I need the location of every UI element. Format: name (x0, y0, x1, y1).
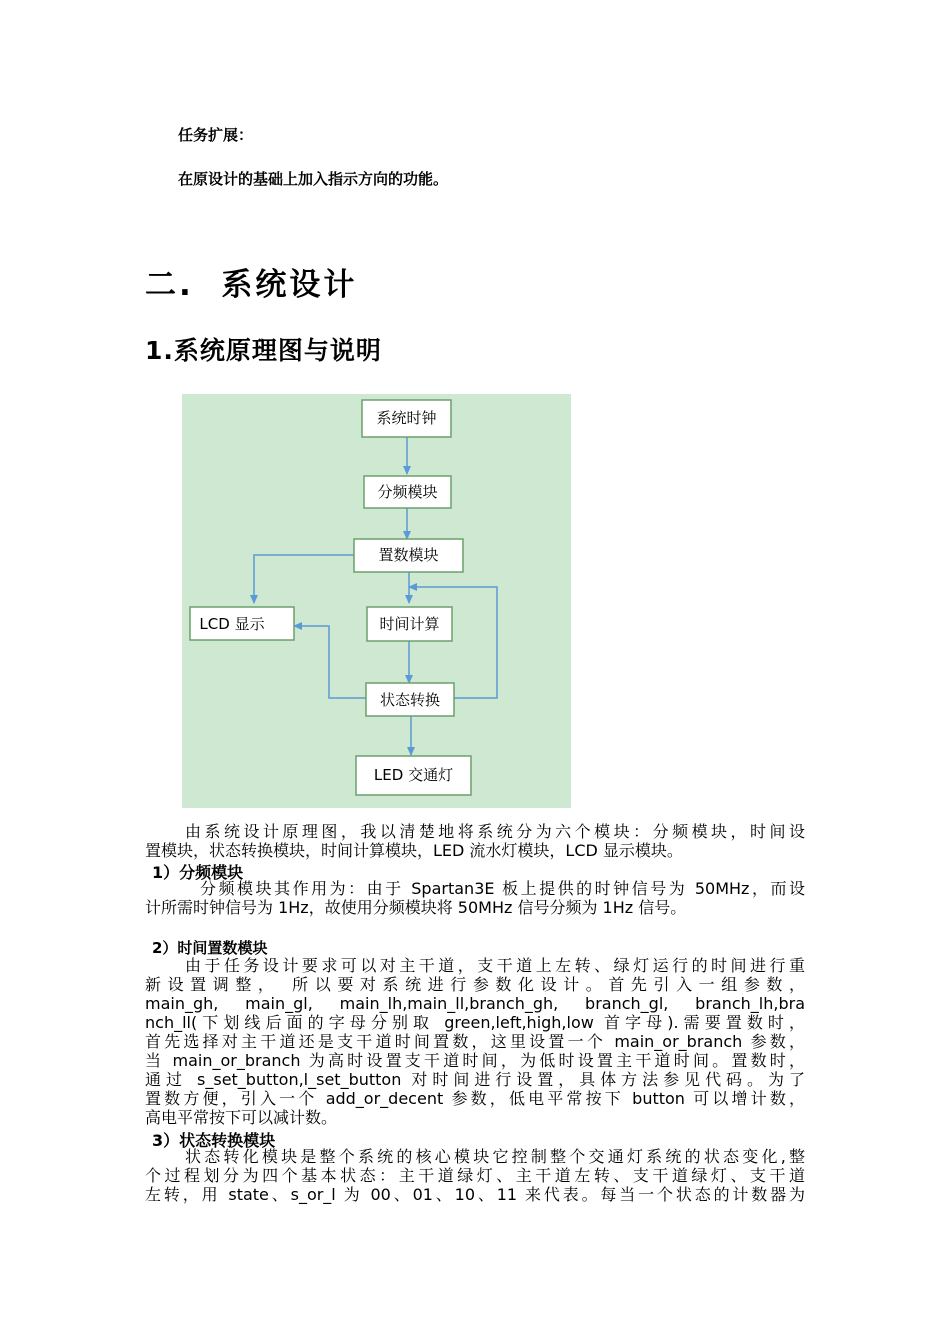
system-diagram (182, 394, 571, 808)
intro-line-1: 由系统设计原理图，我以清楚地将系统分为六个模块：分频模块，时间设 (185, 822, 805, 841)
section-title: 二. 系统设计 (145, 267, 358, 303)
sec2-line-8: 置数方便，引入一个 add_or_decent 参数，低电平常按下 button 可以增计数， (145, 1089, 805, 1108)
box-lcd-label: LCD 显示 (199, 615, 265, 633)
box-timecalc-label: 时间计算 (379, 615, 440, 633)
sec2-line-2: 新设置调整， 所以要对系统进行参数化设计。首先引入一组参数， (145, 975, 805, 994)
section-subtitle: 1.系统原理图与说明 (145, 336, 382, 365)
sec2-line-4: nch_ll(下划线后面的字母分别取 green,left,high,low 首字母).需要置数时， (145, 1013, 805, 1032)
intro-line-2: 置模块，状态转换模块，时间计算模块，LED 流水灯模块，LCD 显示模块。 (145, 841, 683, 860)
sec2-line-7: 通过 s_set_button,l_set_button 对时间进行设置，具体方法参见代码。为了 (145, 1070, 805, 1089)
sec2-line-9: 高电平常按下可以减计数。 (145, 1108, 338, 1127)
sec3-title: 3）状态转换模块 (152, 1131, 276, 1150)
sec1-title: 1）分频模块 (152, 863, 244, 882)
sec3-line-2: 个过程划分为四个基本状态：主干道绿灯、主干道左转、支干道绿灯、支干道 (145, 1166, 805, 1185)
box-led-label: LED 交通灯 (373, 766, 454, 784)
sec1-line-2: 计所需时钟信号为 1Hz，故使用分频模块将 50MHz 信号分频为 1Hz 信号。 (145, 898, 687, 917)
box-led (356, 756, 471, 795)
box-timecalc (367, 607, 452, 641)
diagram-svg (182, 394, 571, 808)
diagram-background (182, 394, 571, 808)
task-ext-body: 在原设计的基础上加入指示方向的功能。 (178, 170, 449, 188)
box-state-label: 状态转换 (379, 691, 441, 709)
sec2-line-1: 由于任务设计要求可以对主干道，支干道上左转、绿灯运行的时间进行重 (185, 956, 805, 975)
box-lcd (190, 607, 294, 640)
sec2-title: 2）时间置数模块 (152, 939, 268, 957)
box-divider-label: 分频模块 (377, 483, 438, 501)
task-ext-heading: 任务扩展： (178, 126, 254, 144)
box-state (366, 683, 454, 716)
box-divider (364, 476, 451, 508)
sec1-line-1: 分频模块其作用为：由于 Spartan3E 板上提供的时钟信号为 50MHz，而设 (200, 879, 805, 898)
box-setnum (354, 539, 463, 572)
sec2-line-3: main_gh, main_gl, main_lh,main_ll,branch_gh, branch_gl, branch_lh,bra (145, 994, 805, 1013)
box-clock (362, 400, 451, 437)
sec3-line-1: 状态转化模块是整个系统的核心模块它控制整个交通灯系统的状态变化,整 (185, 1147, 805, 1166)
sec2-line-6: 当 main_or_branch 为高时设置支干道时间，为低时设置主干道时间。置数时， (145, 1051, 805, 1070)
box-setnum-label: 置数模块 (378, 546, 439, 564)
box-clock-label: 系统时钟 (376, 409, 437, 427)
sec3-line-3: 左转，用 state、s_or_l 为 00、01、10、11 来代表。每当一个状态的计数器为 (145, 1185, 805, 1204)
sec2-line-5: 首先选择对主干道还是支干道时间置数，这里设置一个 main_or_branch 参数， (145, 1032, 805, 1051)
